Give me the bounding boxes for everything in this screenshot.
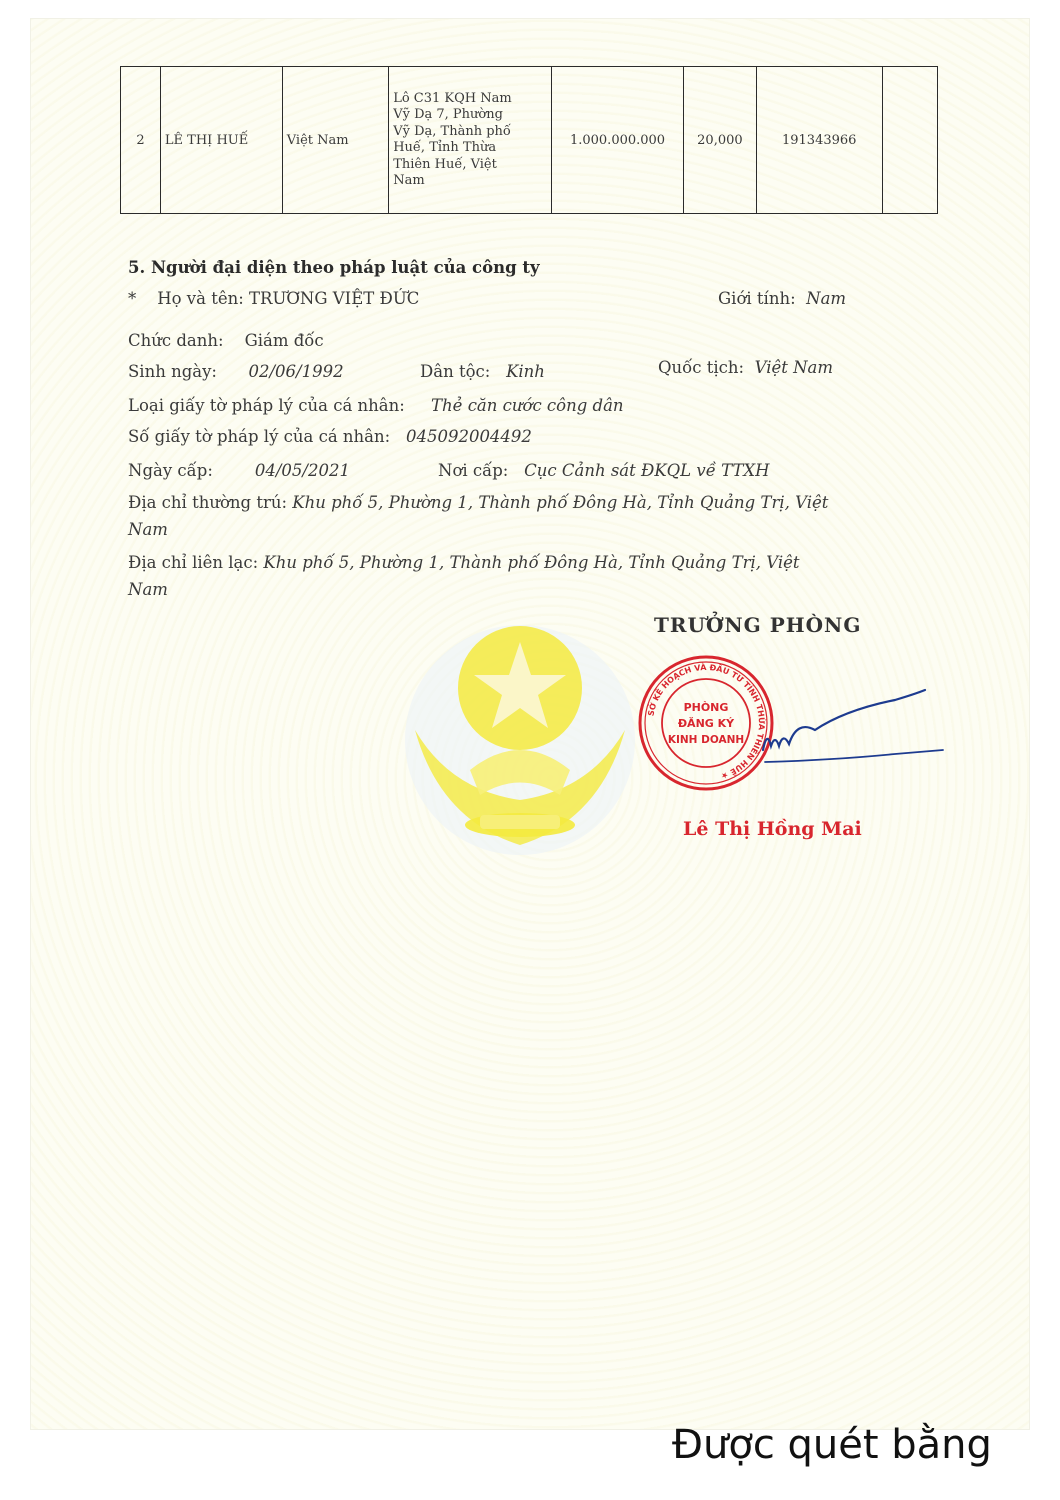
note-cell [882, 67, 937, 214]
name-cell: LÊ THỊ HUẾ [160, 67, 282, 214]
issue-date-row [128, 461, 350, 480]
percent-cell: 20,000 [684, 67, 757, 214]
gender-value: Nam [806, 289, 847, 308]
svg-text:PHÒNG: PHÒNG [683, 701, 729, 714]
stt-cell: 2 [121, 67, 161, 214]
section-title [128, 258, 540, 277]
nationality-row [658, 358, 833, 377]
permanent-address-value-cont: Nam [128, 520, 168, 539]
position-row [128, 331, 324, 350]
issue-date-value: 04/05/2021 [254, 461, 350, 480]
id-number-cell: 191343966 [756, 67, 882, 214]
svg-text:SỞ KẾ HOẠCH VÀ ĐẦU TƯ TỈNH THỪ: SỞ KẾ HOẠCH VÀ ĐẦU TƯ TỈNH THỪA THIÊN HUẾ ★ [646, 662, 767, 781]
nationality-cell: Việt Nam [282, 67, 388, 214]
doc-number-value: 045092004492 [405, 427, 532, 446]
gender-label: Giới tính: [718, 289, 796, 308]
address-cell [389, 67, 552, 214]
table-row [121, 67, 938, 214]
address-line: Vỹ Dạ 7, Phường [393, 107, 503, 122]
address-line: Vỹ Dạ, Thành phố [393, 123, 511, 139]
address-line: Lô C31 KQH Nam [393, 90, 512, 106]
permanent-address-value: Khu phố 5, Phường 1, Thành phố Đông Hà, Tỉnh Quảng Trị, Việt [292, 493, 829, 512]
doc-number-row [128, 427, 532, 446]
permanent-address-label: Địa chỉ thường trú: [128, 493, 288, 512]
svg-text:ĐĂNG KÝ: ĐĂNG KÝ [677, 717, 735, 730]
section-title-text: 5. Người đại diện theo pháp luật của công ty [128, 258, 540, 277]
gender-row [718, 289, 846, 308]
contact-address-row-cont [128, 580, 168, 599]
dob-row [128, 362, 344, 381]
issue-place-row [438, 461, 770, 480]
name-row [128, 289, 419, 308]
ethnicity-value: Kinh [506, 362, 545, 381]
doc-number-label: Số giấy tờ pháp lý của cá nhân: [128, 427, 391, 446]
address-line: Nam [393, 173, 425, 188]
name-label: Họ và tên: [157, 289, 244, 308]
dob-label: Sinh ngày: [128, 362, 217, 381]
name-value: TRƯƠNG VIỆT ĐỨC [249, 289, 420, 308]
doc-type-row [128, 396, 624, 415]
position-value: Giám đốc [244, 331, 324, 350]
nationality-label: Quốc tịch: [658, 358, 745, 377]
issue-place-value: Cục Cảnh sát ĐKQL về TTXH [524, 461, 770, 480]
shareholder-table [120, 66, 938, 214]
signer-name: Lê Thị Hồng Mai [683, 818, 862, 840]
contact-address-value-cont: Nam [128, 580, 168, 599]
handwritten-signature-icon [745, 680, 945, 780]
contact-address-row [128, 553, 800, 572]
address-line: Thiên Huế, Việt [393, 156, 497, 172]
permanent-address-row [128, 493, 828, 512]
national-emblem-icon [400, 620, 640, 860]
issue-date-label: Ngày cấp: [128, 461, 213, 480]
address-line: Huế, Tỉnh Thừa [393, 140, 497, 155]
ethnicity-row [420, 362, 545, 381]
signature-title: TRƯỞNG PHÒNG [654, 613, 862, 637]
ethnicity-label: Dân tộc: [420, 362, 491, 381]
doc-type-value: Thẻ căn cước công dân [431, 396, 624, 415]
nationality-value: Việt Nam [754, 358, 834, 377]
permanent-address-row-cont [128, 520, 168, 539]
doc-type-label: Loại giấy tờ pháp lý của cá nhân: [128, 396, 405, 415]
position-label: Chức danh: [128, 331, 224, 350]
contact-address-label: Địa chỉ liên lạc: [128, 553, 259, 572]
capital-cell: 1.000.000.000 [552, 67, 684, 214]
contact-address-value: Khu phố 5, Phường 1, Thành phố Đông Hà, Tỉnh Quảng Trị, Việt [263, 553, 800, 572]
bullet: * [128, 289, 137, 308]
svg-text:KINH DOANH: KINH DOANH [667, 734, 745, 746]
issue-place-label: Nơi cấp: [438, 461, 509, 480]
dob-value: 02/06/1992 [248, 362, 344, 381]
scan-watermark: Được quét bằng [672, 1422, 992, 1468]
